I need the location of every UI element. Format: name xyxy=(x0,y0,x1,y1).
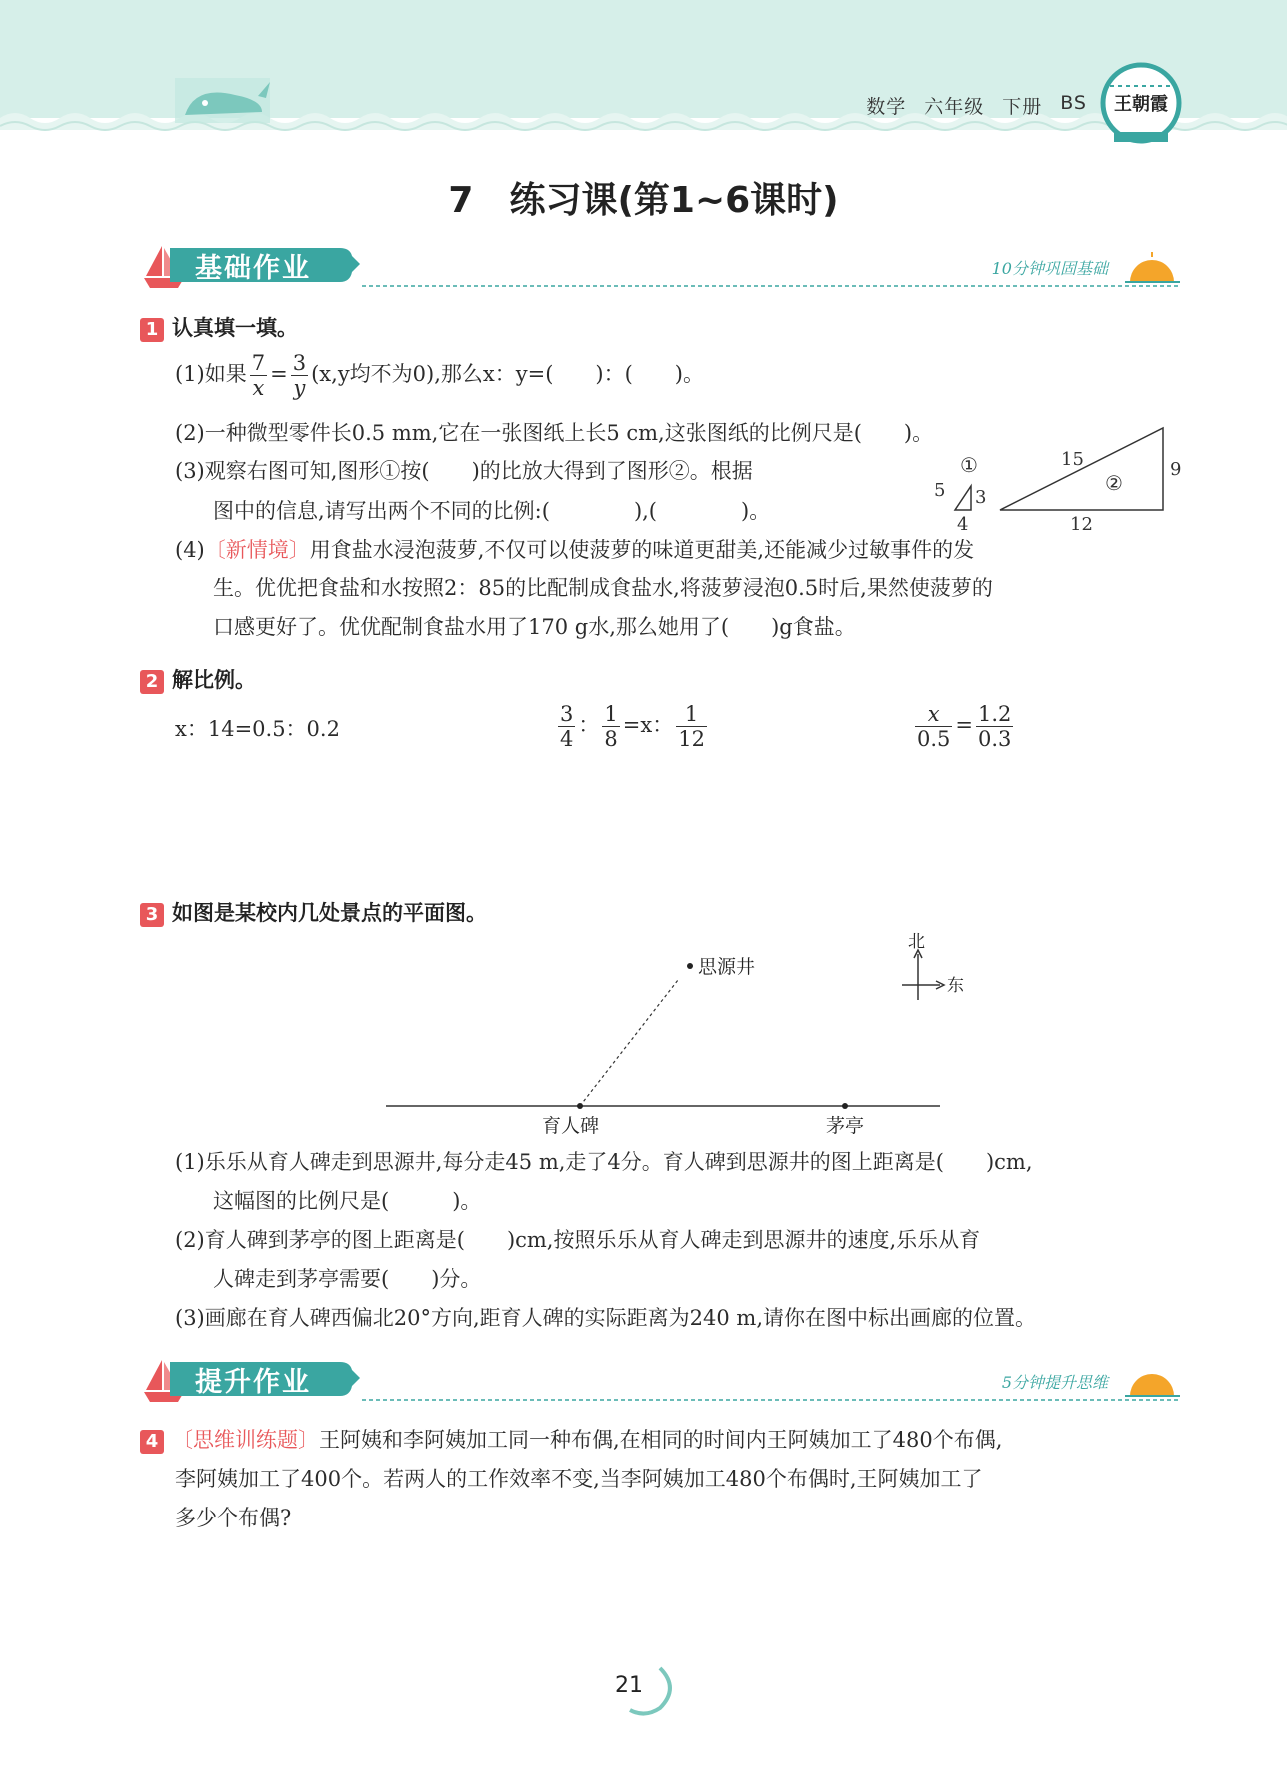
q4-line1 xyxy=(140,1425,1002,1455)
section-advanced-bar xyxy=(140,1356,1180,1404)
page-number: 21 xyxy=(615,1673,643,1698)
fraction-3-over-y: $\frac{3}{y}$ xyxy=(292,351,307,400)
q3-number: 3 xyxy=(140,903,164,927)
q2-title: 解比例。 xyxy=(172,668,256,692)
small-triangle-side: 3 xyxy=(975,487,987,508)
monument-point xyxy=(577,1103,583,1109)
q2-equation-3: $\frac{x}{0.5}$ = $\frac{1.2}{0.3}$ xyxy=(917,702,1012,751)
campus-map xyxy=(380,930,980,1140)
monument-to-well-path xyxy=(580,980,678,1106)
pavilion-point xyxy=(842,1103,848,1109)
q1-part3-line1: (3)观察右图可知,图形①按( )的比放大得到了图形②。根据 xyxy=(175,459,753,483)
q4-number: 4 xyxy=(140,1430,164,1454)
large-triangle-label: ② xyxy=(1105,471,1123,495)
brand-logo xyxy=(1100,58,1182,148)
well-label: 思源井 xyxy=(698,956,756,978)
q1-part4-line2: 生。优优把食盐和水按照2：85的比配制成食盐水,将菠萝浸泡0.5时后,果然使菠萝的 xyxy=(213,576,993,600)
q1-number: 1 xyxy=(140,318,164,342)
q4-line3: 多少个布偶? xyxy=(175,1506,292,1530)
sunrise-icon xyxy=(1125,252,1180,282)
large-triangle-hyp: 15 xyxy=(1061,449,1084,470)
q4-text1: 王阿姨和李阿姨加工同一种布偶,在相同的时间内王阿姨加工了480个布偶, xyxy=(319,1428,1003,1452)
book-meta xyxy=(866,92,1087,119)
q1-part4-line1 xyxy=(175,535,974,565)
q3-title: 如图是某校内几处景点的平面图。 xyxy=(172,901,487,925)
q3-heading xyxy=(140,897,487,927)
thinking-training-tag: 〔思维训练题〕 xyxy=(172,1428,319,1452)
fraction-7-over-x: $\frac{7}{x}$ xyxy=(251,351,266,400)
subject-label: 数学 xyxy=(866,96,907,118)
term-label: 下册 xyxy=(1002,96,1043,118)
q1-part1-text: (x,y均不为0),那么x：y=( )：( )。 xyxy=(311,362,704,386)
q3-part1-line2: 这幅图的比例尺是( )。 xyxy=(213,1189,482,1213)
section-basic-bar xyxy=(140,242,1180,290)
q1-part2: (2)一种微型零件长0.5 mm,它在一张图纸上长5 cm,这张图纸的比例尺是( )。 xyxy=(175,421,934,445)
q1-part4-number: (4) xyxy=(175,538,205,562)
brand-name: 王朝霞 xyxy=(1114,94,1168,115)
q1-part4-line3: 口感更好了。优优配制食盐水用了170 g水,那么她用了( )g食盐。 xyxy=(213,615,856,639)
q1-part1 xyxy=(175,350,704,400)
section-basic-hint: 10分钟巩固基础 xyxy=(991,259,1108,278)
section-advanced-label: 提升作业 xyxy=(195,1367,311,1398)
q3-part2-line1: (2)育人碑到茅亭的图上距离是( )cm,按照乐乐从育人碑走到思源井的速度,乐乐从育 xyxy=(175,1228,981,1252)
similar-triangles-figure xyxy=(925,420,1195,540)
small-triangle xyxy=(955,486,971,510)
q3-part3: (3)画廊在育人碑西偏北20°方向,距育人碑的实际距离为240 m,请你在图中标出画廊的位置。 xyxy=(175,1306,1036,1330)
section-advanced-hint: 5分钟提升思维 xyxy=(1001,1373,1108,1392)
page-title: 7 练习课(第1~6课时) xyxy=(448,180,839,221)
grade-label: 六年级 xyxy=(924,96,985,118)
monument-label: 育人碑 xyxy=(542,1115,600,1137)
q2-equation-2: $\frac{3}{4}$ ： $\frac{1}{8}$ =x： $\frac{1}{12}$ xyxy=(560,702,705,751)
section-basic-label: 基础作业 xyxy=(195,253,311,284)
q4-line2: 李阿姨加工了400个。若两人的工作效率不变,当李阿姨加工480个布偶时,王阿姨加工了 xyxy=(175,1467,983,1491)
q1-part4-text1: 用食盐水浸泡菠萝,不仅可以使菠萝的味道更甜美,还能减少过敏事件的发 xyxy=(309,538,975,562)
east-label: 东 xyxy=(947,976,964,996)
north-label: 北 xyxy=(908,932,925,952)
q3-part1-line1: (1)乐乐从育人碑走到思源井,每分走45 m,走了4分。育人碑到思源井的图上距离是( )cm, xyxy=(175,1150,1033,1174)
q2-equation-1: x：14=0.5：0.2 xyxy=(175,717,340,741)
sunrise-icon xyxy=(1125,1374,1180,1396)
large-triangle-base: 12 xyxy=(1070,514,1093,535)
small-triangle-base: 4 xyxy=(957,514,969,535)
q1-title: 认真填一填。 xyxy=(172,316,298,340)
page-header xyxy=(0,0,1287,160)
edition-label: BS xyxy=(1060,92,1087,114)
page-number-swirl xyxy=(600,1658,690,1718)
q3-part2-line2: 人碑走到茅亭需要( )分。 xyxy=(213,1267,482,1291)
q2-heading xyxy=(140,664,256,694)
pavilion-label: 茅亭 xyxy=(826,1115,865,1137)
large-triangle-side: 9 xyxy=(1170,459,1182,480)
q1-heading xyxy=(140,312,298,342)
q1-part1-prefix: (1)如果 xyxy=(175,362,247,386)
whale-icon xyxy=(175,78,270,123)
small-triangle-label: ① xyxy=(960,453,978,477)
header-wave-band xyxy=(0,0,1287,160)
new-scenario-tag: 〔新情境〕 xyxy=(204,538,310,562)
q2-number: 2 xyxy=(140,670,164,694)
small-triangle-hyp: 5 xyxy=(934,480,946,501)
well-point xyxy=(687,963,693,969)
compass-icon xyxy=(902,932,964,1000)
q1-part3-line2: 图中的信息,请写出两个不同的比例:( ),( )。 xyxy=(213,499,771,523)
q1-part1-equals: = xyxy=(270,362,288,386)
